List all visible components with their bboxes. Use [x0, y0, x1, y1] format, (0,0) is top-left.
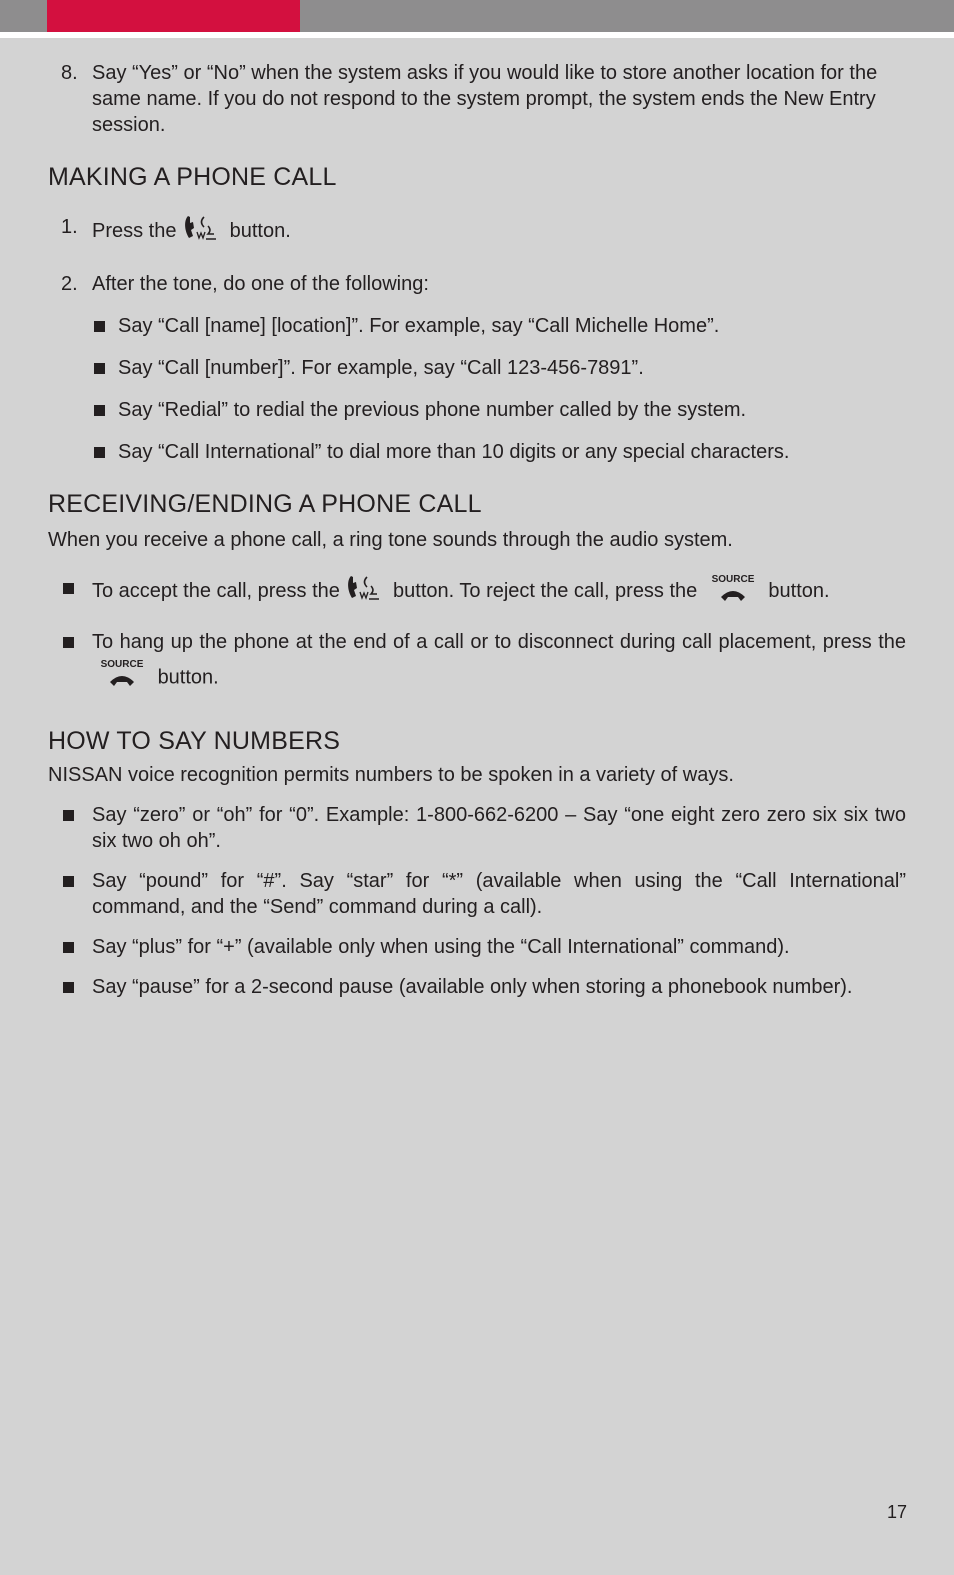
bullet-square-icon: [63, 942, 74, 953]
section-heading-making-call: MAKING A PHONE CALL: [48, 163, 337, 191]
talk-phone-button-icon: [182, 214, 224, 249]
step-2: [48, 271, 906, 297]
number-rule-text: Say “pound” for “#”. Say “star” for “*” (available when using the “Call International” command, and the “Send” command during a call).: [92, 870, 906, 918]
header-divider: [0, 32, 954, 38]
call-option-text: Say “Redial” to redial the previous phone number called by the system.: [118, 399, 747, 421]
source-label: SOURCE: [711, 574, 755, 585]
instruction-text: button.: [768, 579, 830, 602]
call-option-text: Say “Call [number]”. For example, say “Call 123-456-7891”.: [118, 357, 644, 379]
call-option: [48, 397, 906, 423]
number-rule-text: Say “zero” or “oh” for “0”. Example: 1-800-662-6200 – Say “one eight zero zero six six two six two oh oh”.: [92, 804, 906, 852]
number-rule: [48, 934, 906, 960]
call-option: [48, 355, 906, 381]
page-content: [48, 60, 906, 1000]
call-option-text: Say “Call [name] [location]”. For example, say “Call Michelle Home”.: [118, 315, 720, 337]
instruction-text: button.: [157, 666, 219, 689]
bullet-square-icon: [63, 876, 74, 887]
talk-phone-button-icon: [345, 574, 387, 609]
number-rule-text: Say “pause” for a 2-second pause (available only when storing a phonebook number).: [92, 976, 853, 998]
step-1: [48, 214, 906, 249]
number-rule: [48, 802, 906, 854]
bullet-square-icon: [63, 637, 74, 648]
instruction-text: To accept the call, press the: [92, 579, 340, 602]
bullet-square-icon: [94, 405, 105, 416]
number-rule: [48, 868, 906, 920]
section-intro: When you receive a phone call, a ring tone sounds through the audio system.: [48, 529, 733, 551]
call-option-text: Say “Call International” to dial more than 10 digits or any special characters.: [118, 441, 790, 463]
bullet-square-icon: [94, 447, 105, 458]
accept-call-instruction: [48, 573, 906, 610]
source-hangup-button-icon: [703, 573, 763, 610]
header-accent-tab: [47, 0, 300, 32]
number-rule-text: Say “plus” for “+” (available only when using the “Call International” command).: [92, 936, 790, 958]
source-label: SOURCE: [100, 659, 144, 670]
step-text-after: button.: [229, 219, 291, 242]
step-text: Say “Yes” or “No” when the system asks if you would like to store another location for the same name. If you do not respond to the system prompt, the system ends the New Entry session.: [92, 62, 878, 136]
step-8: [48, 60, 906, 138]
call-option: [48, 313, 906, 339]
section-heading-receiving: RECEIVING/ENDING A PHONE CALL: [48, 490, 482, 518]
call-option: [48, 439, 906, 465]
instruction-text: To hang up the phone at the end of a call or to disconnect during call placement, press the: [92, 631, 906, 653]
bullet-square-icon: [94, 363, 105, 374]
source-hangup-button-icon: [92, 658, 152, 698]
step-text-before: Press the: [92, 219, 177, 242]
bullet-square-icon: [63, 583, 74, 594]
step-number: 2.: [61, 273, 78, 295]
section-heading-numbers: HOW TO SAY NUMBERS: [48, 727, 341, 755]
section-intro: NISSAN voice recognition permits numbers to be spoken in a variety of ways.: [48, 764, 734, 786]
step-text: After the tone, do one of the following:: [92, 273, 429, 295]
page-number: 17: [886, 1502, 907, 1522]
hangup-instruction: [48, 626, 906, 698]
bullet-square-icon: [63, 810, 74, 821]
bullet-square-icon: [94, 321, 105, 332]
step-number: 1.: [61, 216, 78, 238]
number-rule: [48, 974, 906, 1000]
instruction-text: button. To reject the call, press the: [393, 579, 698, 602]
header-bar: [0, 0, 954, 32]
bullet-square-icon: [63, 982, 74, 993]
step-number: 8.: [61, 62, 78, 84]
